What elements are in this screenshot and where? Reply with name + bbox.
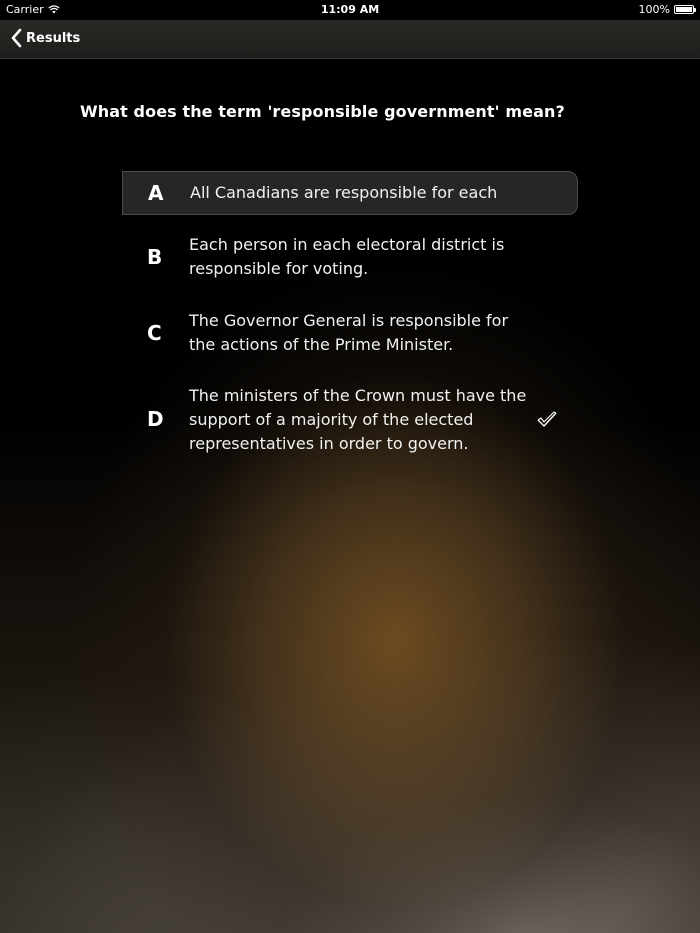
answer-text: Each person in each electoral district is responsible for voting. [189, 235, 505, 278]
back-button[interactable] [10, 28, 80, 48]
chevron-left-icon [10, 28, 22, 48]
answer-option-c[interactable] [122, 307, 578, 361]
answer-text: The ministers of the Crown must have the support of a majority of the elected representatives in order to govern. [189, 386, 527, 453]
answer-option-d[interactable] [122, 383, 578, 459]
answer-letter: D [147, 407, 164, 431]
back-button-label: Results [26, 30, 81, 46]
navigation-bar [0, 20, 700, 59]
answer-text: The Governor General is responsible for the actions of the Prime Minister. [189, 311, 509, 354]
answer-letter: A [148, 181, 164, 205]
battery-icon [674, 5, 694, 14]
battery-indicator [639, 3, 694, 16]
carrier-label: Carrier [6, 3, 44, 16]
clock: 11:09 AM [320, 3, 380, 16]
answer-option-b[interactable] [122, 230, 578, 284]
answer-text: All Canadians are responsible for each [190, 183, 498, 202]
status-bar [0, 0, 700, 20]
answer-option-a[interactable] [122, 171, 578, 215]
battery-percent: 100% [638, 3, 670, 16]
checkmark-icon [536, 411, 558, 429]
question-text: What does the term 'responsible government' mean? [80, 102, 565, 121]
answer-letter: C [147, 321, 162, 345]
answer-letter: B [147, 245, 163, 269]
